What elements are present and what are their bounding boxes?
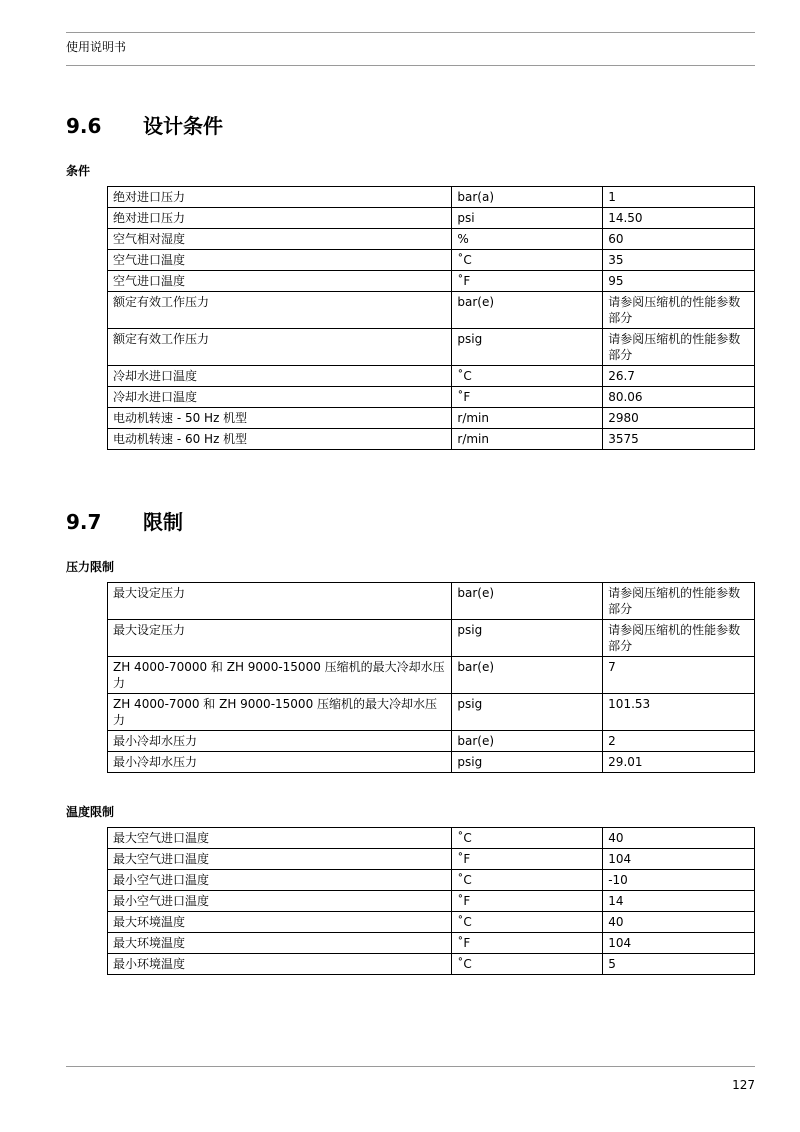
unit-cell: bar(e) xyxy=(452,583,603,620)
parameter-cell: 最大环境温度 xyxy=(108,933,452,954)
value-cell: 60 xyxy=(603,229,755,250)
parameter-cell: 最小空气进口温度 xyxy=(108,891,452,912)
table-row xyxy=(108,583,755,620)
value-cell: 14.50 xyxy=(603,208,755,229)
unit-cell: bar(e) xyxy=(452,731,603,752)
unit-cell: bar(a) xyxy=(452,187,603,208)
parameter-cell: 额定有效工作压力 xyxy=(108,329,452,366)
unit-cell: ˚F xyxy=(452,387,603,408)
unit-cell: psig xyxy=(452,694,603,731)
unit-cell: % xyxy=(452,229,603,250)
table-row xyxy=(108,408,755,429)
value-cell: 2980 xyxy=(603,408,755,429)
value-cell: 101.53 xyxy=(603,694,755,731)
table-row xyxy=(108,870,755,891)
value-cell: -10 xyxy=(603,870,755,891)
pressure-limits-table xyxy=(107,582,755,773)
conditions-table xyxy=(107,186,755,450)
parameter-cell: 电动机转速 - 50 Hz 机型 xyxy=(108,408,452,429)
unit-cell: ˚C xyxy=(452,912,603,933)
table-row xyxy=(108,229,755,250)
section-9-7-heading xyxy=(66,508,183,536)
section-title: 限制 xyxy=(143,510,183,534)
unit-cell: r/min xyxy=(452,408,603,429)
parameter-cell: 最大设定压力 xyxy=(108,583,452,620)
unit-cell: r/min xyxy=(452,429,603,450)
value-cell: 40 xyxy=(603,912,755,933)
parameter-cell: ZH 4000-70000 和 ZH 9000-15000 压缩机的最大冷却水压力 xyxy=(108,657,452,694)
table-row xyxy=(108,187,755,208)
value-cell: 3575 xyxy=(603,429,755,450)
table-row xyxy=(108,752,755,773)
header-top-rule xyxy=(66,32,755,33)
table-row xyxy=(108,731,755,752)
table-row xyxy=(108,387,755,408)
value-cell: 7 xyxy=(603,657,755,694)
table-row xyxy=(108,271,755,292)
document-header-title: 使用说明书 xyxy=(66,40,127,54)
value-cell: 请参阅压缩机的性能参数部分 xyxy=(603,292,755,329)
table-row xyxy=(108,366,755,387)
parameter-cell: 冷却水进口温度 xyxy=(108,366,452,387)
unit-cell: ˚F xyxy=(452,891,603,912)
table-row xyxy=(108,891,755,912)
table-row xyxy=(108,208,755,229)
value-cell: 2 xyxy=(603,731,755,752)
section-9-6-heading xyxy=(66,112,223,140)
value-cell: 请参阅压缩机的性能参数部分 xyxy=(603,583,755,620)
value-cell: 40 xyxy=(603,828,755,849)
unit-cell: ˚F xyxy=(452,849,603,870)
unit-cell: ˚C xyxy=(452,366,603,387)
value-cell: 5 xyxy=(603,954,755,975)
value-cell: 104 xyxy=(603,933,755,954)
temperature-limits-subheading: 温度限制 xyxy=(66,805,115,819)
table-row xyxy=(108,250,755,271)
value-cell: 80.06 xyxy=(603,387,755,408)
parameter-cell: 绝对进口压力 xyxy=(108,208,452,229)
section-number: 9.6 xyxy=(66,114,102,138)
table-row xyxy=(108,657,755,694)
value-cell: 请参阅压缩机的性能参数部分 xyxy=(603,329,755,366)
parameter-cell: 最小环境温度 xyxy=(108,954,452,975)
parameter-cell: 最大空气进口温度 xyxy=(108,828,452,849)
table-row xyxy=(108,849,755,870)
table-row xyxy=(108,828,755,849)
table-row xyxy=(108,912,755,933)
unit-cell: ˚F xyxy=(452,271,603,292)
unit-cell: psig xyxy=(452,329,603,366)
parameter-cell: 冷却水进口温度 xyxy=(108,387,452,408)
value-cell: 95 xyxy=(603,271,755,292)
value-cell: 29.01 xyxy=(603,752,755,773)
parameter-cell: 额定有效工作压力 xyxy=(108,292,452,329)
unit-cell: psig xyxy=(452,620,603,657)
unit-cell: psig xyxy=(452,752,603,773)
conditions-subheading: 条件 xyxy=(66,164,91,178)
parameter-cell: 最大空气进口温度 xyxy=(108,849,452,870)
parameter-cell: 最小冷却水压力 xyxy=(108,752,452,773)
parameter-cell: 最大环境温度 xyxy=(108,912,452,933)
value-cell: 1 xyxy=(603,187,755,208)
conditions-table-body xyxy=(108,187,755,450)
table-row xyxy=(108,620,755,657)
parameter-cell: 电动机转速 - 60 Hz 机型 xyxy=(108,429,452,450)
value-cell: 104 xyxy=(603,849,755,870)
header-bottom-rule xyxy=(66,65,755,66)
temperature-limits-table-body xyxy=(108,828,755,975)
parameter-cell: 最小空气进口温度 xyxy=(108,870,452,891)
pressure-limits-subheading: 压力限制 xyxy=(66,560,115,574)
parameter-cell: 空气进口温度 xyxy=(108,271,452,292)
temperature-limits-table xyxy=(107,827,755,975)
parameter-cell: 最大设定压力 xyxy=(108,620,452,657)
value-cell: 35 xyxy=(603,250,755,271)
table-row xyxy=(108,292,755,329)
unit-cell: ˚F xyxy=(452,933,603,954)
footer-rule xyxy=(66,1066,755,1067)
section-title: 设计条件 xyxy=(143,114,223,138)
table-row xyxy=(108,694,755,731)
parameter-cell: 最小冷却水压力 xyxy=(108,731,452,752)
unit-cell: ˚C xyxy=(452,954,603,975)
page-number: 127 xyxy=(732,1078,755,1092)
unit-cell: bar(e) xyxy=(452,657,603,694)
parameter-cell: 绝对进口压力 xyxy=(108,187,452,208)
value-cell: 26.7 xyxy=(603,366,755,387)
unit-cell: ˚C xyxy=(452,870,603,891)
unit-cell: psi xyxy=(452,208,603,229)
unit-cell: bar(e) xyxy=(452,292,603,329)
table-row xyxy=(108,933,755,954)
section-number: 9.7 xyxy=(66,510,102,534)
table-row xyxy=(108,329,755,366)
value-cell: 请参阅压缩机的性能参数部分 xyxy=(603,620,755,657)
parameter-cell: ZH 4000-7000 和 ZH 9000-15000 压缩机的最大冷却水压力 xyxy=(108,694,452,731)
unit-cell: ˚C xyxy=(452,828,603,849)
table-row xyxy=(108,954,755,975)
parameter-cell: 空气相对湿度 xyxy=(108,229,452,250)
parameter-cell: 空气进口温度 xyxy=(108,250,452,271)
table-row xyxy=(108,429,755,450)
unit-cell: ˚C xyxy=(452,250,603,271)
value-cell: 14 xyxy=(603,891,755,912)
pressure-limits-table-body xyxy=(108,583,755,773)
